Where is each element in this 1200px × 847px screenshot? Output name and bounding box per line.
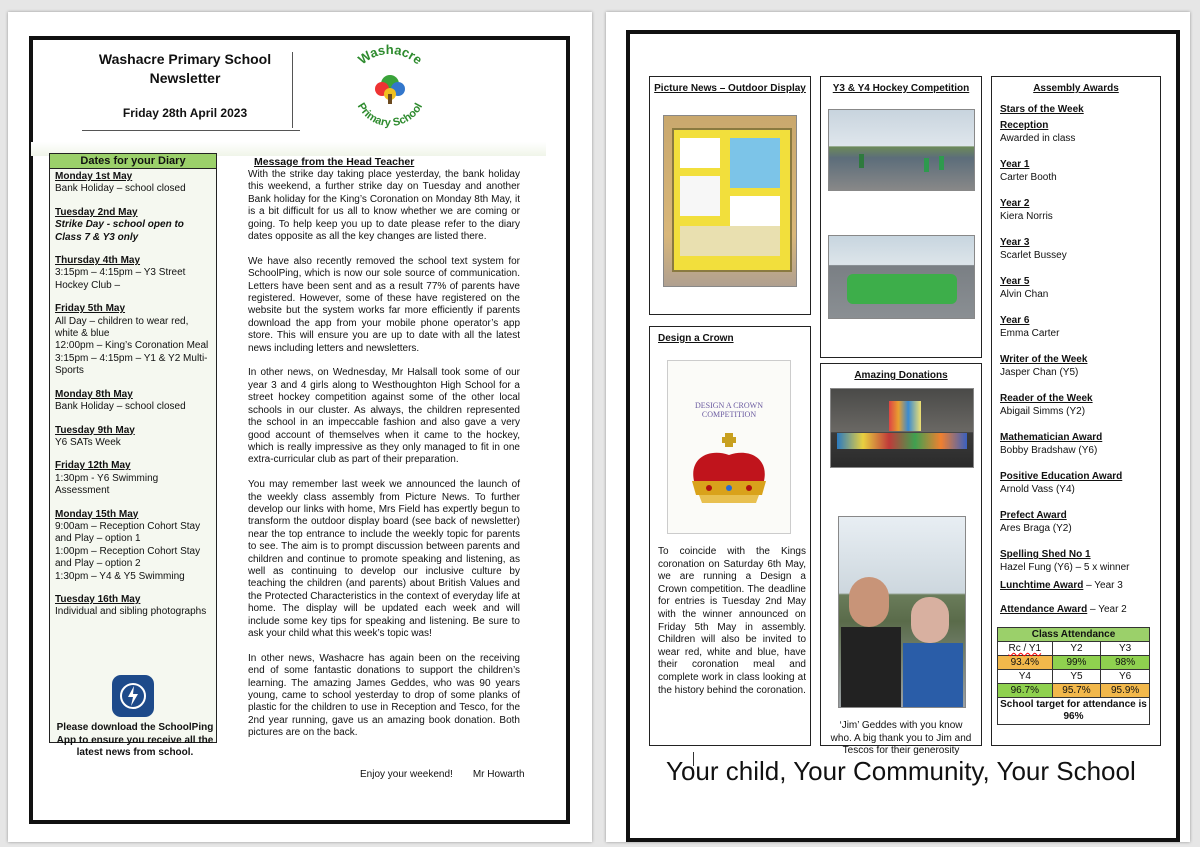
- message-paragraph: In other news, on Wednesday, Mr Halsall took some of our year 3 and 4 girls along to Westhoughton High School for a street hockey competition against some of the other local schools in our cluster. As always, the children represented the school in an impeccable fashion and also gave a very good account of themselves when it came to the hockey, which is really impressive as they only managed to fit in one extra-curricular club as part of their preparation.: [248, 367, 520, 466]
- award-label: Reader of the Week: [1000, 393, 1093, 404]
- diary-title: Dates for your Diary: [50, 154, 216, 169]
- award-item: [1000, 549, 1148, 574]
- attendance-value: 99%: [1052, 656, 1101, 670]
- diary-entry: [55, 255, 211, 292]
- svg-text:Washacre: [355, 42, 425, 67]
- attendance-head: Y2: [1052, 642, 1101, 656]
- message-paragraph: We have also recently removed the school text system for SchoolPing, which is now our sole source of communication. Letters have been sent and as a result 77% of parents have registered. However, some of these have registered on the website but the system works far more efficiently if parents download the app from your mobile phone operator’s app store. This will ensure you are up to date with all the latest news including letters and newsletters.: [248, 255, 520, 354]
- stars-heading: Stars of the Week: [1000, 104, 1084, 115]
- award-value: Abigail Simms (Y2): [1000, 405, 1086, 417]
- diary-box: [49, 153, 217, 743]
- award-item: [1000, 354, 1148, 379]
- diary-entry-date: Monday 1st May: [55, 171, 133, 182]
- attendance-value: 95.7%: [1052, 684, 1101, 698]
- class-attendance-table: [997, 627, 1150, 725]
- picture-news-title: Picture News – Outdoor Display: [654, 83, 806, 94]
- outdoor-display-photo: [663, 115, 797, 287]
- hockey-photo-2: [828, 235, 975, 319]
- diary-entry-text: Bank Holiday – school closed: [55, 401, 186, 413]
- diary-entry: [55, 460, 211, 497]
- award-item: [1000, 276, 1148, 301]
- diary-entry: [55, 303, 211, 377]
- footer-slogan: Your child, Your Community, Your School: [666, 756, 1136, 786]
- message-paragraph: In other news, Washacre has again been on the receiving end of some fantastic donations to support the children’s learning. The amazing James Geddes, who was 90 years young, came to school yesterday to drop of some planks of plastic for the children to use in Reception and Tesco, for the 2nd year running, gave us an amazing book donation. Both pictures are on the back.: [248, 652, 520, 739]
- award-item: [1000, 393, 1148, 418]
- award-value: Bobby Bradshaw (Y6): [1000, 444, 1098, 456]
- attendance-head: Y3: [1101, 642, 1150, 656]
- attendance-value: 93.4%: [998, 656, 1053, 670]
- award-label: Year 6: [1000, 315, 1030, 326]
- header-rule: [82, 130, 300, 131]
- attendance-head: Y4: [998, 670, 1053, 684]
- message-title: Message from the Head Teacher: [254, 156, 415, 168]
- sign-off: Enjoy your weekend! Mr Howarth: [360, 769, 525, 780]
- award-value: Arnold Vass (Y4): [1000, 483, 1075, 495]
- diary-entry: [55, 389, 211, 414]
- award-item: [1000, 471, 1148, 496]
- attendance-value: 98%: [1101, 656, 1150, 670]
- hockey-box: [820, 76, 982, 358]
- picture-news-box: [649, 76, 811, 315]
- attendance-head: Rc / Y1: [998, 642, 1053, 656]
- header-divider: [292, 52, 293, 128]
- school-logo: [320, 42, 460, 138]
- award-value: Scarlet Bussey: [1000, 249, 1067, 261]
- logo-top-text: Washacre: [355, 42, 426, 68]
- donations-title: Amazing Donations: [854, 370, 948, 381]
- newsletter-date: Friday 28th April 2023: [122, 106, 248, 120]
- book-donation-photo: [830, 388, 974, 468]
- message-paragraph: You may remember last week we announced the launch of the weekly class assembly from Picture News. To further develop our links with home, Mrs Field has expertly begun to transform the outdoor display board (see back of newsletter) near the top entrance to include the weekly topic for parents to see. The aim is to prompt discussion between parents and children and continue to promote speaking and listening, as well as continuing to develop our inclusive culture by teaching the children (and parents) about British Values and the Protected Characteristics in the context of everyday life at home. The display will be updated each week and will include some key tips for speaking and listening. Be sure to ask your child what this week’s topic was!: [248, 479, 520, 639]
- award-label: Year 3: [1000, 237, 1030, 248]
- award-label: Writer of the Week: [1000, 354, 1088, 365]
- diary-entry: [55, 509, 211, 583]
- award-value: Awarded in class: [1000, 132, 1076, 144]
- diary-entry-date: Tuesday 2nd May: [55, 206, 138, 218]
- svg-text:Primary School: [355, 101, 425, 129]
- lunchtime-award: Lunchtime Award – Year 3: [1000, 580, 1123, 591]
- award-item: [1000, 120, 1148, 145]
- awards-title: Assembly Awards: [1033, 83, 1119, 94]
- donations-box: [820, 363, 982, 757]
- crown-competition-poster: [667, 360, 791, 534]
- award-value: Jasper Chan (Y5): [1000, 366, 1079, 378]
- attendance-award: Attendance Award – Year 2: [1000, 604, 1127, 615]
- diary-entry-text: 1:30pm - Y6 Swimming Assessment: [55, 472, 159, 497]
- attendance-target: School target for attendance is 96%: [998, 698, 1150, 725]
- diary-entry-text: Bank Holiday – school closed: [55, 183, 186, 195]
- award-item: [1000, 237, 1148, 262]
- award-label: Year 1: [1000, 159, 1030, 170]
- award-item: [1000, 510, 1148, 535]
- award-label: Spelling Shed No 1: [1000, 549, 1091, 560]
- attendance-value: 96.7%: [998, 684, 1053, 698]
- award-label: Reception: [1000, 120, 1049, 131]
- message-paragraph: With the strike day taking place yesterday, the bank holiday this weekend, a further strike day on Tuesday and another Bank holiday for the King’s Coronation on Monday 8th May, it is a bit difficult for us all to know whether we are coming or going. To help keep you up to date please refer to the diary dates opposite as all the key changes are listed there.: [248, 169, 520, 243]
- award-value: Alvin Chan: [1000, 288, 1049, 300]
- attendance-title: Class Attendance: [998, 628, 1150, 642]
- award-label: Year 5: [1000, 276, 1030, 287]
- schoolping-app-icon[interactable]: [112, 675, 154, 717]
- attendance-head: Y5: [1052, 670, 1101, 684]
- diary-entry: [55, 207, 211, 244]
- diary-entry: [55, 594, 211, 619]
- award-value: Ares Braga (Y2): [1000, 522, 1072, 534]
- diary-entry-date: Tuesday 9th May: [55, 424, 135, 436]
- crown-description: To coincide with the Kings coronation on Saturday 6th May, we are running a Design a Crown competition. The deadline for entries is Tuesday 2nd May with the winner announced on Friday 5th May in assembly. Children will also be invited to wear red, white and blue, have their coronation meal and complete work in class looking at the history behind the coronation.: [658, 546, 806, 696]
- award-value: Emma Carter: [1000, 327, 1060, 339]
- attendance-head: Y6: [1101, 670, 1150, 684]
- hockey-photo-1: [828, 109, 975, 191]
- logo-tree-icon: [375, 75, 405, 104]
- design-crown-title: Design a Crown: [658, 333, 734, 344]
- award-item: [1000, 315, 1148, 340]
- award-label: Mathematician Award: [1000, 432, 1103, 443]
- diary-entry-date: Monday 8th May: [55, 388, 133, 400]
- diary-entry-text: All Day – children to wear red, white & blue 12:00pm – King’s Coronation Meal 3:15pm – 4:15pm – Y1 & Y2 Multi-Sports: [55, 315, 209, 377]
- diary-entry-date: Tuesday 16th May: [55, 593, 141, 605]
- diary-entry-text: Individual and sibling photographs: [55, 606, 207, 618]
- attendance-value: 95.9%: [1101, 684, 1150, 698]
- geddes-photo: [838, 516, 966, 708]
- diary-entry-text: 9:00am – Reception Cohort Stay and Play – option 1 1:00pm – Reception Cohort Stay and Play – option 2 1:30pm – Y4 & Y5 Swimming: [55, 520, 201, 582]
- hockey-title: Y3 & Y4 Hockey Competition: [832, 83, 970, 94]
- diary-entry-text: Y6 SATs Week: [55, 436, 121, 448]
- diary-entry-text: Strike Day - school open to Class 7 & Y3 only: [55, 219, 184, 243]
- award-label: Positive Education Award: [1000, 471, 1123, 482]
- diary-entry-date: Friday 5th May: [55, 303, 126, 315]
- crown-icon: [684, 433, 774, 513]
- school-title: Washacre Primary School Newsletter: [98, 51, 272, 86]
- award-value: Kiera Norris: [1000, 210, 1053, 222]
- award-value: Hazel Fung (Y6) – 5 x winner: [1000, 561, 1130, 573]
- award-item: [1000, 432, 1148, 457]
- message-body: [248, 169, 520, 752]
- award-value: Carter Booth: [1000, 171, 1057, 183]
- diary-entry-date: Friday 12th May: [55, 460, 131, 472]
- award-label: Prefect Award: [1000, 510, 1067, 521]
- app-download-note: Please download the SchoolPing App to ensure you receive all the latest news from school.: [56, 722, 214, 758]
- diary-entry-date: Thursday 4th May: [55, 255, 141, 267]
- poster-title: DESIGN A CROWN COMPETITION: [694, 401, 763, 419]
- diary-entry: [55, 171, 211, 196]
- geddes-caption: ‘Jim’ Geddes with you know who. A big thank you to Jim and Tescos for their generosity: [830, 720, 972, 757]
- diary-entry-text: 3:15pm – 4:15pm – Y3 Street Hockey Club –: [55, 267, 186, 291]
- award-item: [1000, 198, 1148, 223]
- logo-bottom-text: Primary School: [354, 100, 426, 130]
- diary-entry: [55, 425, 211, 450]
- award-item: [1000, 159, 1148, 184]
- award-label: Year 2: [1000, 198, 1030, 209]
- diary-entry-date: Monday 15th May: [55, 508, 139, 520]
- diary-list: [50, 169, 216, 632]
